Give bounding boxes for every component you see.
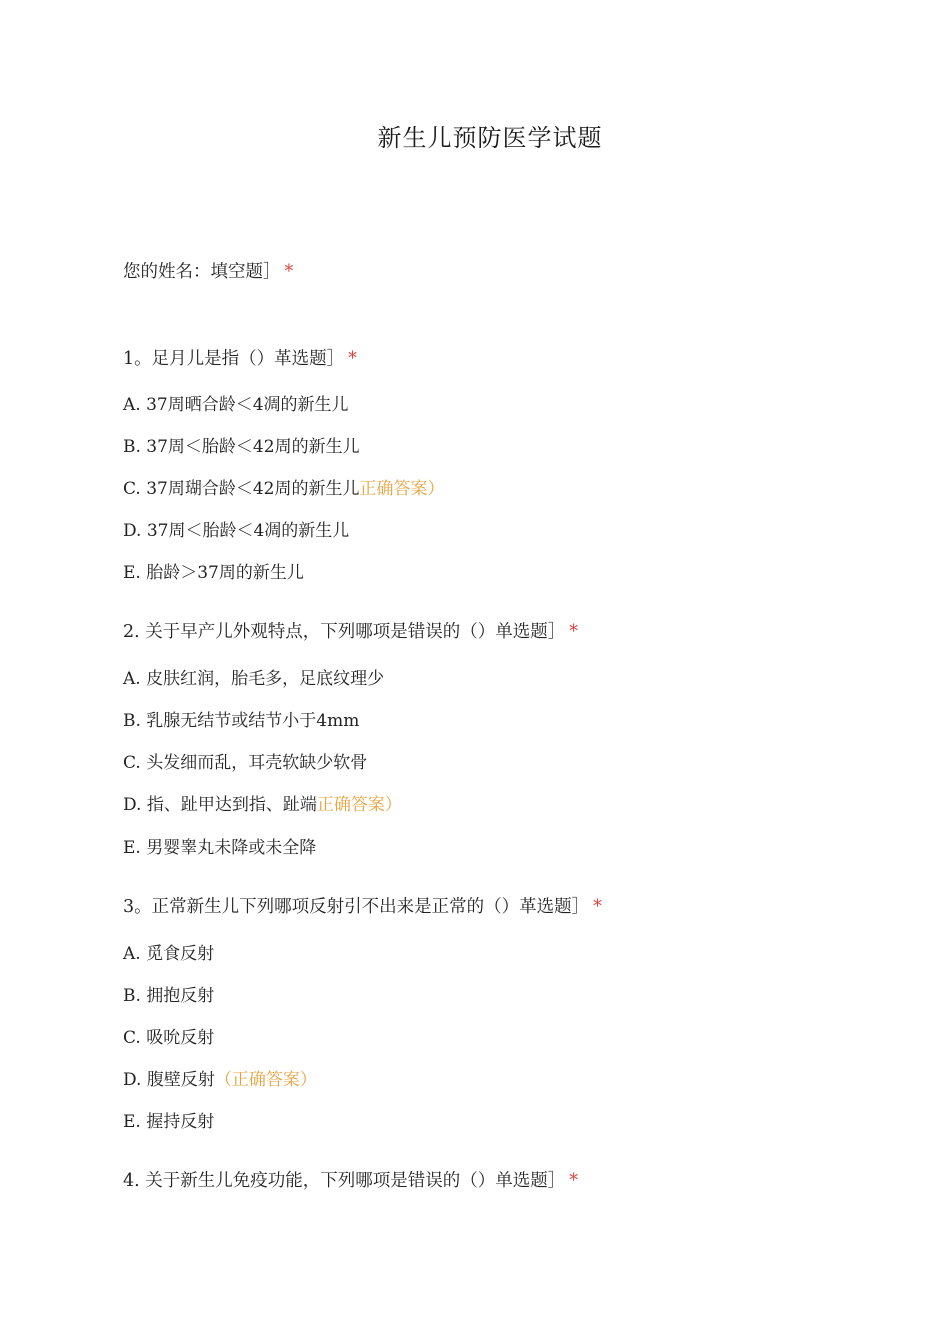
q3-option-b [123, 984, 214, 1008]
page-title: 新生儿预防医学试题 [377, 124, 603, 152]
q3-option-c [123, 1026, 214, 1050]
option-text: E. 握持反射 [123, 1112, 215, 1132]
question-text: 4. 关于新生儿免疫功能，下列哪项是错误的（）单选题］ [123, 1171, 566, 1191]
option-text: B. 37周＜胎龄＜42周的新生儿 [123, 437, 360, 457]
required-marker: * [569, 622, 579, 642]
question-4-text [123, 1169, 578, 1193]
q3-option-e [123, 1110, 214, 1134]
correct-answer-tag: 正确答案） [316, 795, 402, 815]
q1-option-b [123, 435, 360, 459]
option-text: A. 37周晒合龄＜4凋的新生儿 [123, 395, 349, 415]
option-text: E. 胎龄＞37周的新生儿 [123, 563, 304, 583]
option-text: C. 头发细而乱，耳壳软缺少软骨 [123, 753, 368, 773]
question-3-text [123, 895, 602, 919]
option-text: D. 指、趾甲达到指、趾端 [123, 795, 317, 815]
q1-option-a [123, 393, 349, 417]
question-text: 1。足月儿是指（）革选题］ [123, 349, 345, 369]
q1-option-e [123, 561, 304, 585]
q2-option-e [123, 836, 316, 860]
name-field-label [123, 260, 293, 284]
required-marker: * [284, 262, 294, 282]
q2-option-b [123, 709, 359, 733]
option-text: A. 皮肤红润，胎毛多，足底纹理少 [123, 669, 385, 689]
q1-option-c [123, 477, 444, 501]
required-marker: * [569, 1171, 579, 1191]
question-2-text [123, 620, 578, 644]
name-label-text: 您的姓名：填空题］ [123, 262, 281, 282]
correct-answer-tag: （正确答案） [214, 1070, 317, 1090]
option-text: D. 腹壁反射 [123, 1070, 215, 1090]
question-text: 2. 关于早产儿外观特点，下列哪项是错误的（）单选题］ [123, 622, 566, 642]
required-marker: * [593, 897, 602, 917]
q2-option-d [123, 793, 402, 817]
option-text: B. 拥抱反射 [123, 986, 215, 1006]
q3-option-a [123, 942, 214, 966]
q2-option-c [123, 751, 367, 775]
q1-option-d [123, 519, 349, 543]
option-text: C. 吸吮反射 [123, 1028, 215, 1048]
question-1-text [123, 347, 357, 371]
option-text: B. 乳腺无结节或结节小于4mm [123, 711, 360, 731]
option-text: A. 觅食反射 [123, 944, 215, 964]
option-text: E. 男婴睾丸未降或未全降 [123, 838, 317, 858]
q2-option-a [123, 667, 384, 691]
option-text: D. 37周＜胎龄＜4凋的新生儿 [123, 521, 350, 541]
correct-answer-tag: 正确答案） [359, 479, 445, 499]
option-text: C. 37周瑚合龄＜42周的新生儿 [123, 479, 360, 499]
required-marker: * [348, 349, 357, 369]
question-text: 3。正常新生儿下列哪项反射引不出来是正常的（）革选题］ [123, 897, 590, 917]
q3-option-d [123, 1068, 317, 1092]
